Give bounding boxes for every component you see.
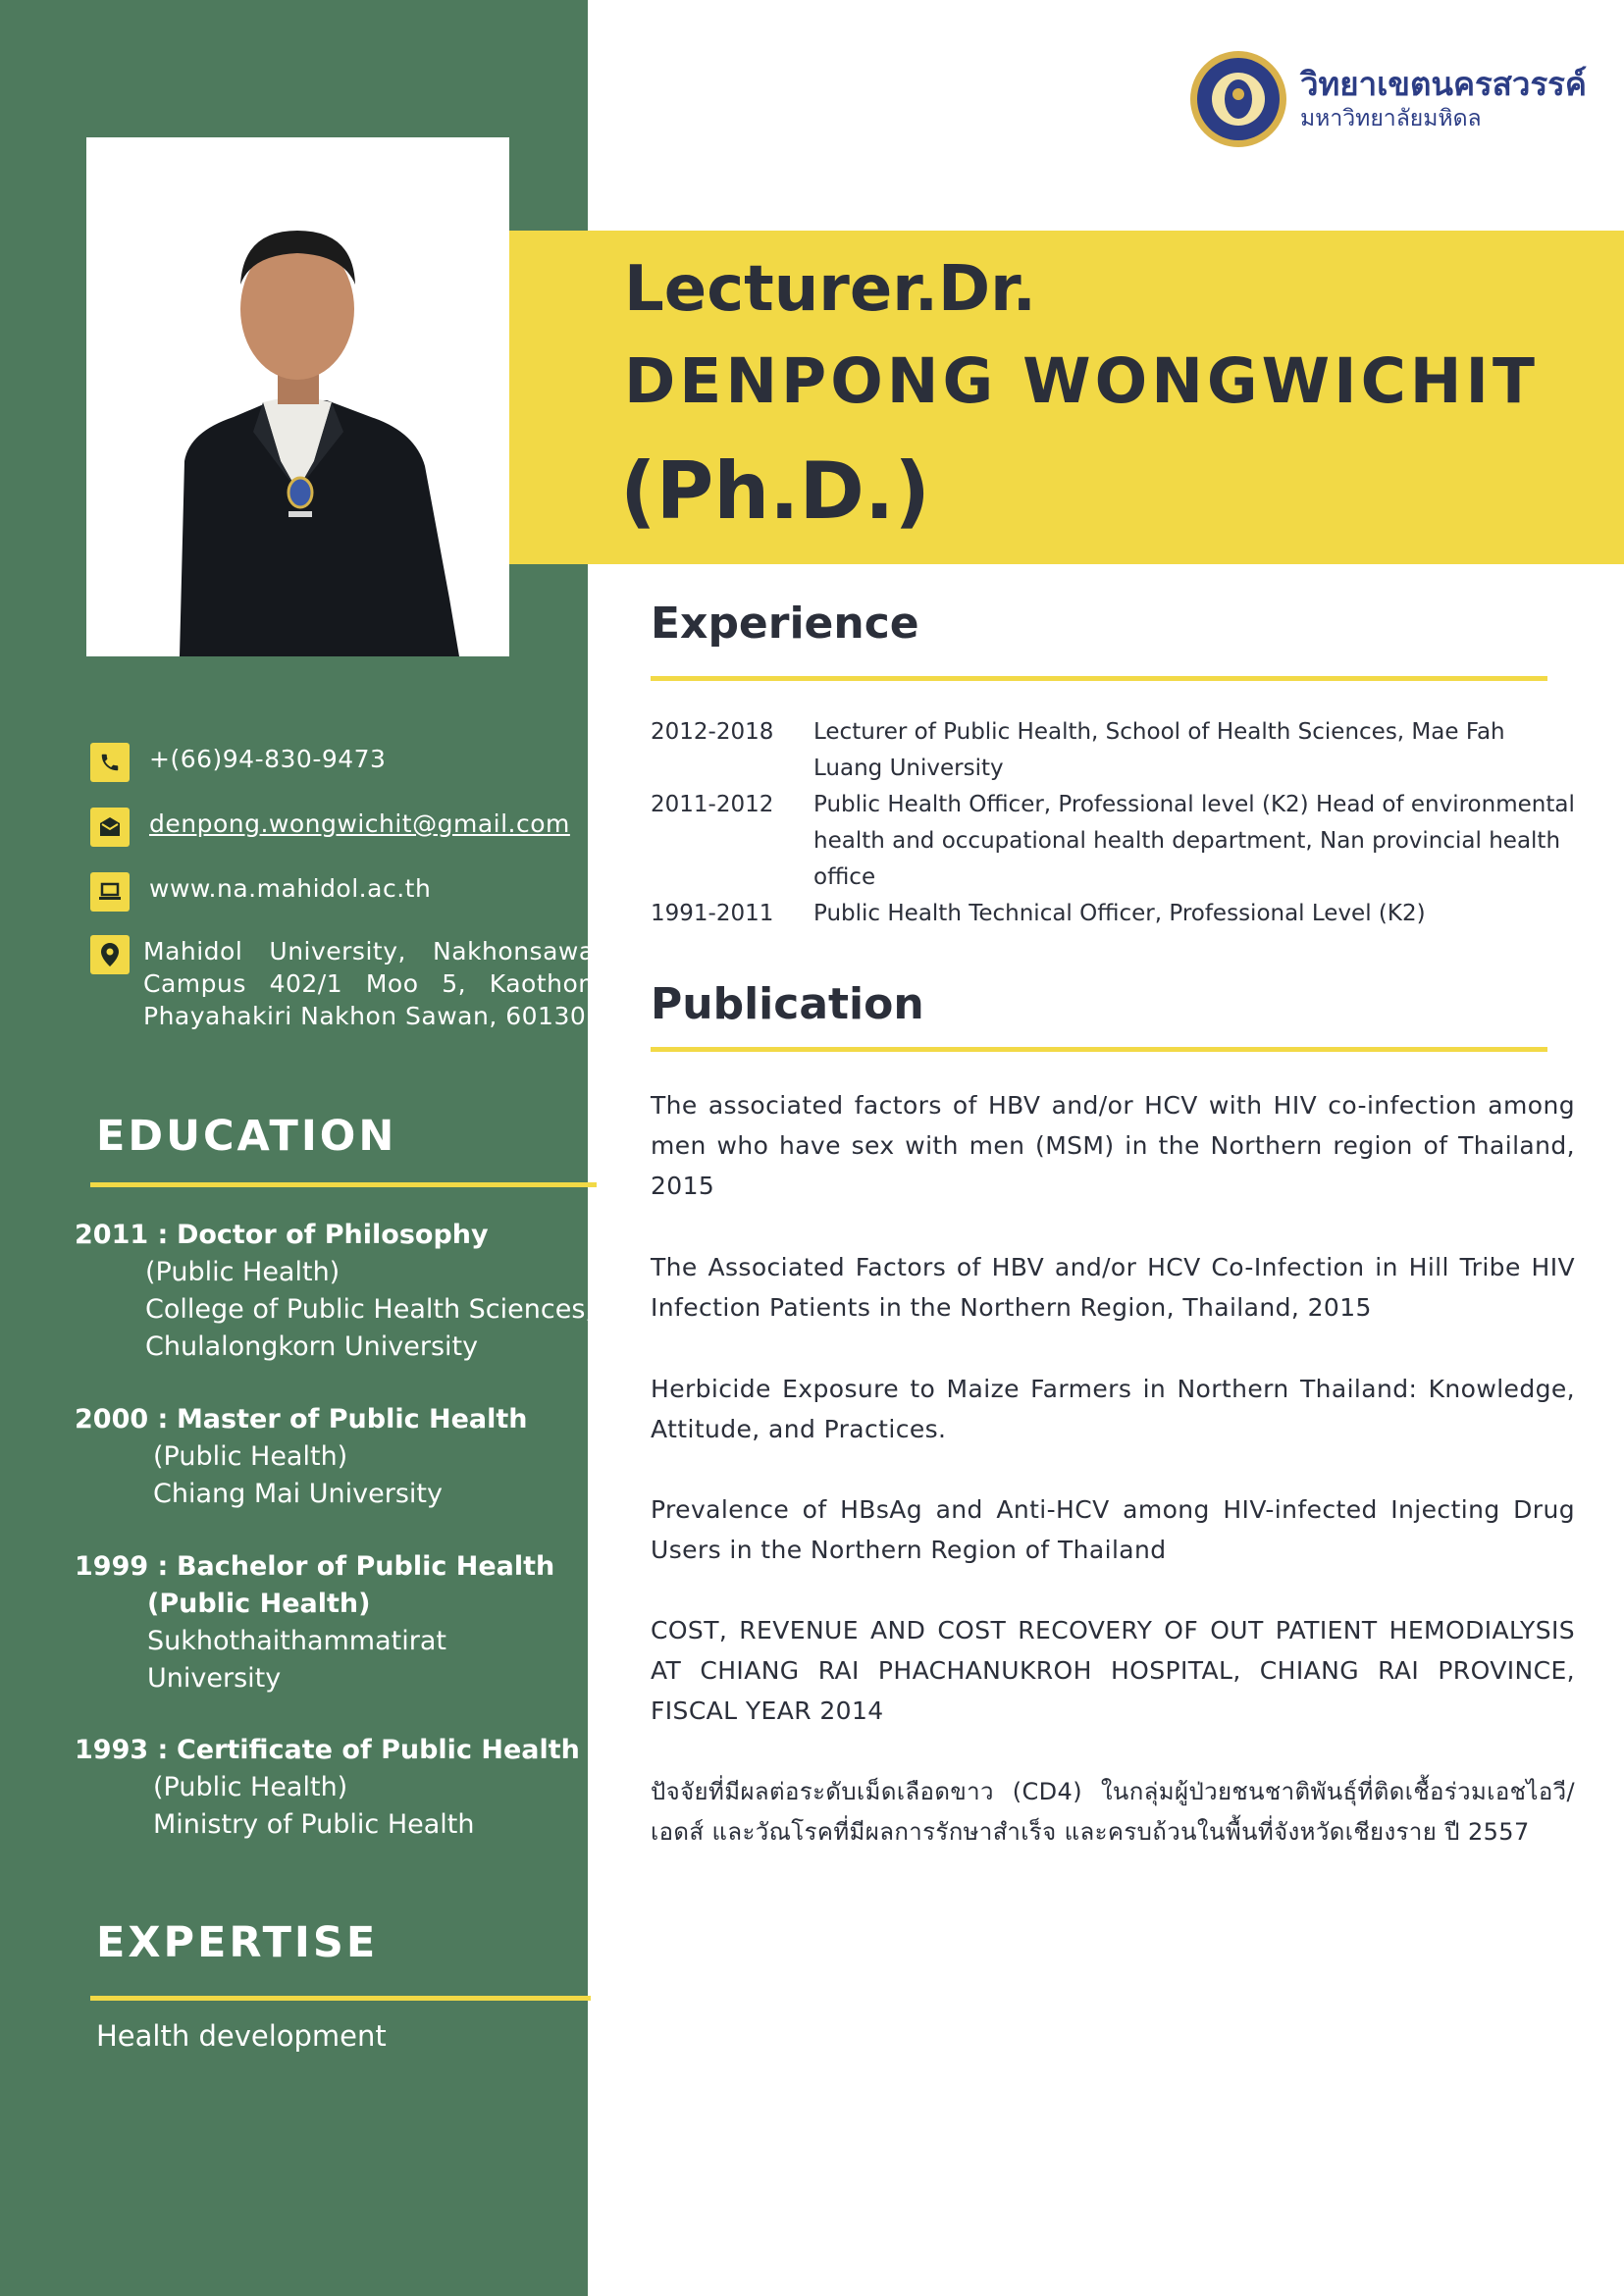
education-institution: Ministry of Public Health	[153, 1809, 475, 1840]
title-prefix: Lecturer.Dr.	[624, 253, 1036, 326]
contact-phone	[90, 743, 386, 782]
publication-item: COST, REVENUE AND COST RECOVERY OF OUT PATIENT HEMODIALYSIS AT CHIANG RAI PHACHANUKROH HOSPITAL, CHIANG RAI PROVINCE, FISCAL YEAR 2014	[651, 1616, 1575, 1725]
publication-item: The associated factors of HBV and/or HCV with HIV co-infection among men who have sex with men (MSM) in the Northern region of Thailand, 2015	[651, 1091, 1575, 1200]
address-text: Mahidol University, Nakhonsawan Campus 402/1 Moo 5, Kaothong Phayahakiri Nakhon Sawan, 60130	[143, 937, 610, 1030]
campus-name: วิทยาเขตนครสวรรค์	[1300, 65, 1587, 103]
experience-years: 1991-2011	[651, 901, 774, 926]
education-field: (Public Health)	[153, 1441, 348, 1472]
education-institution: Chulalongkorn University	[145, 1331, 479, 1362]
experience-heading: Experience	[651, 599, 919, 649]
education-degree: Doctor of Philosophy	[176, 1220, 489, 1250]
envelope-icon	[90, 808, 130, 847]
contact-email	[90, 808, 570, 847]
education-year: 1993 :	[75, 1735, 169, 1765]
education-field: (Public Health)	[153, 1772, 348, 1802]
experience-item	[651, 714, 1575, 787]
education-field: (Public Health)	[147, 1589, 371, 1619]
contact-website	[90, 872, 431, 912]
publication-item: ปัจจัยที่มีผลต่อระดับเม็ดเลือดขาว (CD4) ในกลุ่มผู้ป่วยชนชาติพันธุ์ที่ติดเชื้อร่วมเอชไอวี/เอดส์ และวัณโรคที่มีผลการรักษาสำเร็จ และครบถ้วนในพื้นที่จังหวัดเชียงราย ปี 2557	[651, 1778, 1575, 1846]
education-degree: Bachelor of Public Health	[176, 1551, 555, 1582]
website-link[interactable]: www.na.mahidol.ac.th	[149, 874, 432, 903]
publication-item: Herbicide Exposure to Maize Farmers in Northern Thailand: Knowledge, Attitude, and Practices.	[651, 1375, 1575, 1443]
publication-divider	[651, 1047, 1547, 1052]
education-institution: University	[147, 1663, 282, 1694]
education-year: 2000 :	[75, 1404, 169, 1435]
experience-item	[651, 896, 1575, 932]
education-institution: Sukhothaithammatirat	[147, 1626, 446, 1656]
education-institution: Chiang Mai University	[153, 1479, 443, 1509]
education-institution: College of Public Health Sciences,	[145, 1294, 594, 1325]
education-item	[75, 1217, 594, 1366]
education-heading: EDUCATION	[96, 1112, 397, 1161]
publication-item: Prevalence of HBsAg and Anti-HCV among HIV-infected Injecting Drug Users in the Northern Region of Thailand	[651, 1495, 1575, 1564]
publication-item: The Associated Factors of HBV and/or HCV Co-Infection in Hill Tribe HIV Infection Patients in the Northern Region, Thailand, 2015	[651, 1253, 1575, 1322]
laptop-icon	[90, 872, 130, 912]
phone-number[interactable]: +(66)94-830-9473	[149, 745, 387, 773]
university-logo	[1188, 49, 1587, 149]
experience-divider	[651, 676, 1547, 681]
experience-description: Public Health Technical Officer, Professional Level (K2)	[813, 901, 1426, 926]
education-item	[75, 1548, 554, 1697]
education-year: 2011 :	[75, 1220, 169, 1250]
experience-description: Public Health Officer, Professional level (K2) Head of environmental health and occupational health department, Nan provincial health office	[813, 792, 1575, 890]
full-name: DENPONG WONGWICHIT	[624, 345, 1539, 417]
email-link[interactable]: denpong.wongwichit@gmail.com	[149, 809, 570, 838]
education-degree: Master of Public Health	[176, 1404, 528, 1435]
university-seal-icon	[1188, 49, 1288, 149]
education-item	[75, 1732, 580, 1844]
experience-item	[651, 787, 1575, 896]
location-pin-icon	[90, 935, 130, 974]
expertise-divider	[90, 1996, 591, 2001]
experience-years: 2012-2018	[651, 719, 774, 745]
university-name: มหาวิทยาลัยมหิดล	[1300, 106, 1482, 131]
profile-photo	[86, 137, 509, 656]
phone-icon	[90, 743, 130, 782]
experience-description: Lecturer of Public Health, School of Health Sciences, Mae Fah Luang University	[813, 719, 1505, 781]
expertise-heading: EXPERTISE	[96, 1918, 379, 1967]
expertise-item: Health development	[96, 2019, 387, 2053]
contact-address	[90, 935, 610, 1032]
publication-heading: Publication	[651, 979, 924, 1029]
education-field: (Public Health)	[145, 1257, 341, 1287]
experience-years: 2011-2012	[651, 792, 774, 817]
education-degree: Certificate of Public Health	[176, 1735, 580, 1765]
degree-suffix: (Ph.D.)	[620, 445, 930, 537]
education-year: 1999 :	[75, 1551, 169, 1582]
education-item	[75, 1401, 528, 1513]
education-divider	[90, 1182, 597, 1187]
